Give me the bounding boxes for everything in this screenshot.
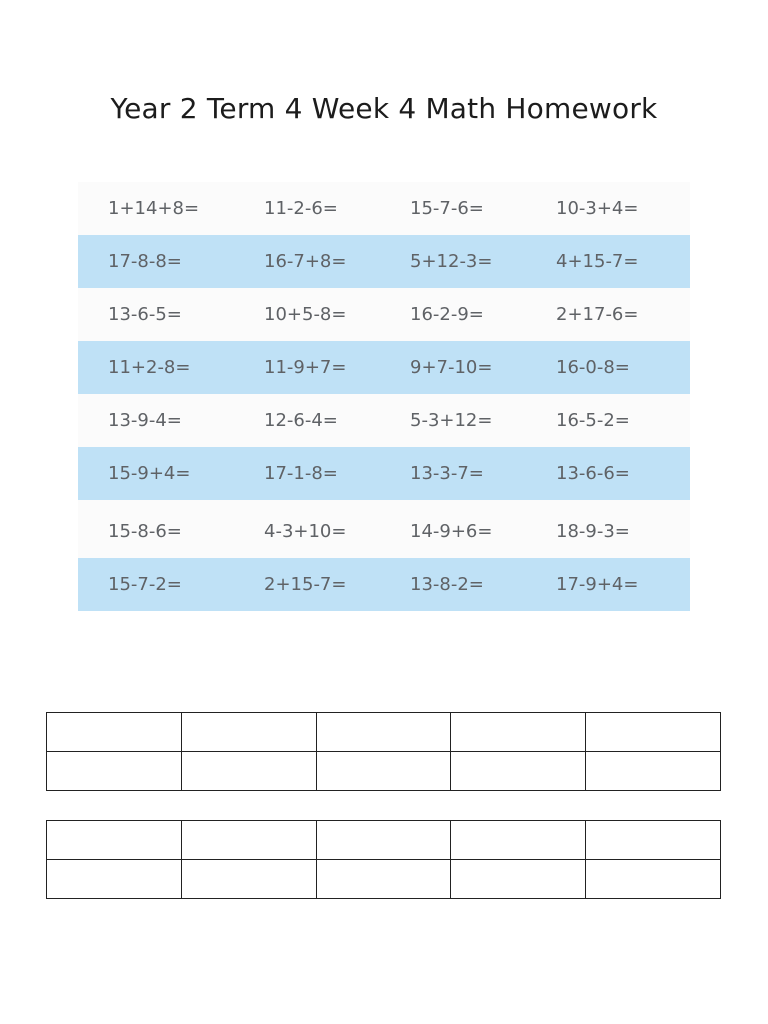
math-problem: 4+15-7= — [556, 251, 639, 272]
problem-row — [78, 447, 690, 500]
answer-cell[interactable] — [47, 752, 182, 791]
math-problem: 16-0-8= — [556, 357, 630, 378]
math-problem: 11-2-6= — [264, 198, 338, 219]
problem-row — [78, 341, 690, 394]
math-problem: 4-3+10= — [264, 521, 347, 542]
answer-cell[interactable] — [451, 821, 586, 860]
answer-cell[interactable] — [316, 752, 451, 791]
answer-grid-row — [47, 752, 721, 791]
answer-cell[interactable] — [47, 713, 182, 752]
math-problem: 11-9+7= — [264, 357, 347, 378]
answer-cell[interactable] — [47, 821, 182, 860]
answer-grid-row — [47, 860, 721, 899]
math-problem: 2+15-7= — [264, 574, 347, 595]
answer-cell[interactable] — [316, 713, 451, 752]
answer-cell[interactable] — [181, 713, 316, 752]
math-problem: 13-8-2= — [410, 574, 484, 595]
problem-row — [78, 182, 690, 235]
math-problem: 15-7-2= — [108, 574, 182, 595]
math-problem: 13-9-4= — [108, 410, 182, 431]
answer-cell[interactable] — [316, 821, 451, 860]
math-problem: 16-7+8= — [264, 251, 347, 272]
answer-cell[interactable] — [47, 860, 182, 899]
math-problem: 12-6-4= — [264, 410, 338, 431]
math-problem: 10-3+4= — [556, 198, 639, 219]
answer-grid-row — [47, 821, 721, 860]
math-problem: 13-6-6= — [556, 463, 630, 484]
answer-cell[interactable] — [316, 860, 451, 899]
answer-cell[interactable] — [586, 821, 721, 860]
problem-row — [78, 505, 690, 558]
answer-cell[interactable] — [586, 860, 721, 899]
math-problem: 15-9+4= — [108, 463, 191, 484]
math-problem: 10+5-8= — [264, 304, 347, 325]
math-problem: 14-9+6= — [410, 521, 493, 542]
answer-cell[interactable] — [586, 752, 721, 791]
math-problem: 13-6-5= — [108, 304, 182, 325]
math-problem: 13-3-7= — [410, 463, 484, 484]
answer-cell[interactable] — [181, 752, 316, 791]
page-title: Year 2 Term 4 Week 4 Math Homework — [110, 92, 658, 125]
math-problem: 16-5-2= — [556, 410, 630, 431]
math-problem: 18-9-3= — [556, 521, 630, 542]
answer-grid — [46, 820, 721, 899]
math-problem: 17-8-8= — [108, 251, 182, 272]
math-problem: 17-9+4= — [556, 574, 639, 595]
math-problem: 9+7-10= — [410, 357, 493, 378]
problem-row — [78, 558, 690, 611]
answer-cell[interactable] — [451, 713, 586, 752]
problem-sheet — [78, 182, 690, 611]
math-problem: 11+2-8= — [108, 357, 191, 378]
math-problem: 16-2-9= — [410, 304, 484, 325]
answer-cell[interactable] — [181, 860, 316, 899]
math-problem: 2+17-6= — [556, 304, 639, 325]
math-problem: 5+12-3= — [410, 251, 493, 272]
math-problem: 15-7-6= — [410, 198, 484, 219]
problem-row — [78, 235, 690, 288]
problem-row — [78, 394, 690, 447]
answer-cell[interactable] — [181, 821, 316, 860]
answer-grid — [46, 712, 721, 791]
math-problem: 15-8-6= — [108, 521, 182, 542]
answer-cell[interactable] — [451, 860, 586, 899]
answer-cell[interactable] — [586, 713, 721, 752]
problem-row — [78, 288, 690, 341]
math-problem: 1+14+8= — [108, 198, 200, 219]
answer-grid-row — [47, 713, 721, 752]
math-problem: 5-3+12= — [410, 410, 493, 431]
answer-cell[interactable] — [451, 752, 586, 791]
math-problem: 17-1-8= — [264, 463, 338, 484]
